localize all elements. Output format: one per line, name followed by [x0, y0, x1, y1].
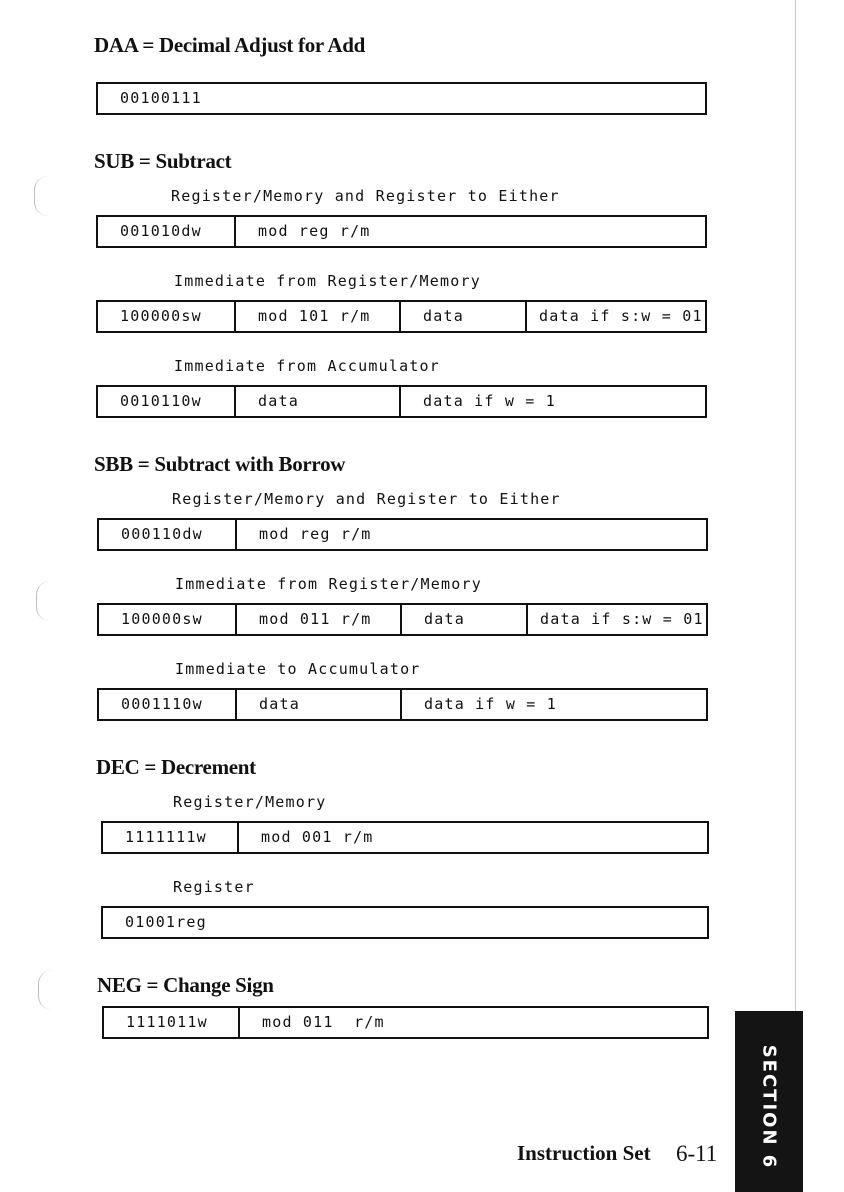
opcode-field: 000110dw — [121, 525, 203, 543]
opcode-field: 1111011w — [126, 1013, 208, 1031]
page-edge-line — [795, 0, 796, 1011]
opcode-field: 00100111 — [120, 89, 202, 107]
opcode-field: 0010110w — [120, 392, 202, 410]
data-field: data — [400, 605, 526, 634]
modrm-field: mod 101 r/m — [234, 302, 399, 331]
dec-encoding-register — [101, 906, 709, 939]
data-field: data — [234, 387, 399, 416]
opcode-field: 1111111w — [125, 828, 207, 846]
footer-title: Instruction Set — [517, 1141, 651, 1165]
modrm-field: mod reg r/m — [235, 520, 706, 549]
sub-encoding-reg-mem — [96, 215, 707, 248]
opcode-field: 001010dw — [120, 222, 202, 240]
opcode-field: 01001reg — [125, 913, 207, 931]
sub-caption-reg-mem: Register/Memory and Register to Either — [171, 187, 560, 205]
modrm-field: mod reg r/m — [234, 217, 705, 246]
sub-heading: SUB = Subtract — [94, 149, 232, 173]
sbb-encoding-imm-reg-mem — [97, 603, 708, 636]
sub-caption-imm-acc: Immediate from Accumulator — [174, 357, 440, 375]
modrm-field: mod 001 r/m — [237, 823, 707, 852]
sbb-encoding-reg-mem — [97, 518, 708, 551]
dec-heading: DEC = Decrement — [96, 755, 256, 779]
daa-heading: DAA = Decimal Adjust for Add — [94, 33, 365, 57]
binding-mark — [36, 581, 51, 621]
data-field: data — [235, 690, 400, 719]
sbb-caption-imm-reg-mem: Immediate from Register/Memory — [175, 575, 482, 593]
section-tab-label: SECTION 6 — [758, 1044, 780, 1170]
sub-encoding-imm-reg-mem — [96, 300, 707, 333]
sbb-encoding-imm-acc — [97, 688, 708, 721]
dec-caption-reg-mem: Register/Memory — [173, 793, 327, 811]
neg-heading: NEG = Change Sign — [97, 973, 274, 997]
binding-mark — [38, 970, 53, 1010]
section-tab — [735, 1011, 803, 1192]
modrm-field: mod 011 r/m — [238, 1008, 707, 1037]
sub-encoding-imm-acc — [96, 385, 707, 418]
data-field: data — [399, 302, 525, 331]
opcode-field: 0001110w — [121, 695, 203, 713]
sbb-caption-imm-acc: Immediate to Accumulator — [175, 660, 421, 678]
daa-encoding — [96, 82, 707, 115]
data-if-field: data if s:w = 01 — [526, 605, 706, 634]
data-if-field: data if w = 1 — [400, 690, 706, 719]
binding-mark — [34, 176, 49, 216]
dec-encoding-reg-mem — [101, 821, 709, 854]
sbb-heading: SBB = Subtract with Borrow — [94, 452, 346, 476]
page-number: 6-11 — [676, 1141, 718, 1166]
opcode-field: 100000sw — [121, 610, 203, 628]
data-if-field: data if s:w = 01 — [525, 302, 705, 331]
sbb-caption-reg-mem: Register/Memory and Register to Either — [172, 490, 561, 508]
sub-caption-imm-reg-mem: Immediate from Register/Memory — [174, 272, 481, 290]
neg-encoding — [102, 1006, 709, 1039]
data-if-field: data if w = 1 — [399, 387, 705, 416]
modrm-field: mod 011 r/m — [235, 605, 400, 634]
opcode-field: 100000sw — [120, 307, 202, 325]
dec-caption-register: Register — [173, 878, 255, 896]
